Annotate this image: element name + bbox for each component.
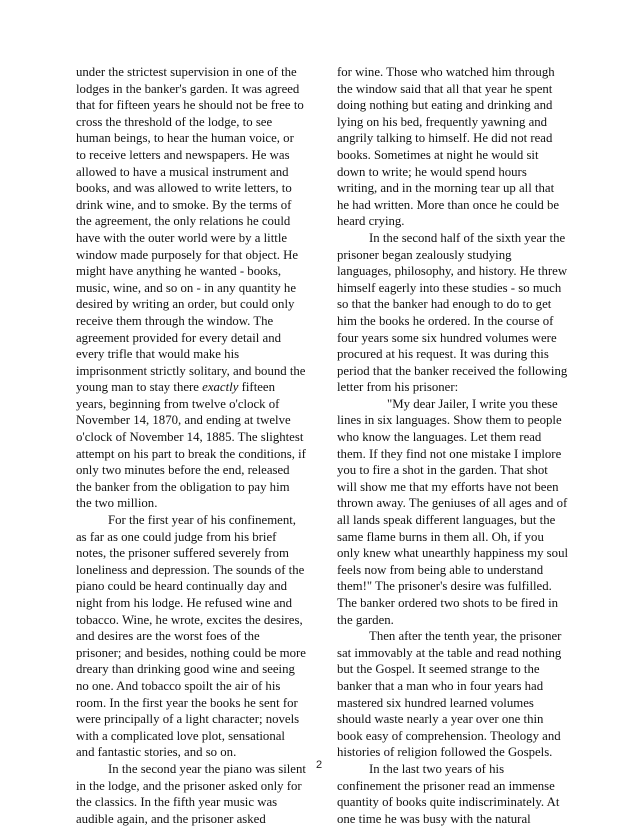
paragraph: for wine. Those who watched him through the window said that all that year he spent doing nothing but eating and drinking and lying on his bed, frequently yawning and angrily talking to himself. He did not read books. Sometimes at night he would sit down to write; he would spend hours writing, and in the morning tear up all that he had written. More than once he could be heard crying. [337, 65, 560, 229]
right-column [337, 64, 569, 827]
quoted-letter: "My dear Jailer, I write you these lines in six languages. Show them to people who know the languages. Let them read them. If they find not one mistake I implore you to fire a shot in the garden. That shot will show me that my efforts have not been thrown away. The geniuses of all ages and of all lands speak different languages, but the same flame burns in them all. Oh, if you only knew what unearthly happiness my soul feels now from being able to understand them!" The prisoner's desire was fulfilled. The banker ordered two shots to be fired in the garden. [337, 396, 569, 627]
paragraph-text: under the strictest supervision in one of the lodges in the banker's garden. It was agreed that for fifteen years he should not be free to cross the threshold of the lodge, to see human beings, to hear the human voice, or to receive letters and newspapers. He was allowed to have a musical instrument and books, and was allowed to write letters, to drink wine, and to smoke. By the terms of the agreement, the only relations he could have with the outer world were by a little window made purposely for that object. He might have anything he wanted - books, music, wine, and so on - in any quantity he desired by writing an order, but could only receive them through the window. The agreement provided for every detail and every trifle that would make his imprisonment strictly solitary, and bound the young man to stay there [76, 65, 306, 395]
paragraph: Then after the tenth year, the prisoner sat immovably at the table and read nothing but the Gospel. It seemed strange to the banker that a man who in four years had mastered six hundred learned volumes should waste nearly a year over one thin book easy of comprehension. Theology and histories of religion followed the Gospels. [337, 629, 562, 760]
paragraph: In the last two years of his confinement the prisoner read an immense quantity of books quite indiscriminately. At one time he was busy with the natural [337, 761, 560, 826]
emphasized-word: exactly [202, 380, 239, 395]
paragraph [76, 64, 306, 512]
left-column [76, 64, 306, 827]
paragraph-text: fifteen years, beginning from twelve o'clock of November 14, 1870, and ending at twelve o'clock of November 14, 1885. The slightest attempt on his part to break the conditions, if only two minutes before the end, released the banker from the obligation to pay him the two million. [76, 380, 306, 511]
paragraph: In the second half of the sixth year the prisoner began zealously studying languages, philosophy, and history. He threw himself eagerly into these studies - so much so that the banker had enough to do to get him the books he ordered. In the course of four years some six hundred volumes were procured at his request. It was during this period that the banker received the following letter from his prisoner: [337, 230, 568, 395]
page-number: 2 [315, 759, 323, 771]
paragraph: For the first year of his confinement, as far as one could judge from his brief notes, the prisoner suffered severely from loneliness and depression. The sounds of the piano could be heard continually day and night from his lodge. He refused wine and tobacco. Wine, he wrote, excites the desires, and desires are the worst foes of the prisoner; and besides, nothing could be more dreary than drinking good wine and seeing no one. And tobacco spoilt the air of his room. In the first year the books he sent for were principally of a light character; novels with a complicated love plot, sensational and fantastic stories, and so on. [76, 513, 306, 760]
paragraph: In the second year the piano was silent in the lodge, and the prisoner asked only for the classics. In the fifth year music was audible again, and the prisoner asked [76, 761, 306, 826]
